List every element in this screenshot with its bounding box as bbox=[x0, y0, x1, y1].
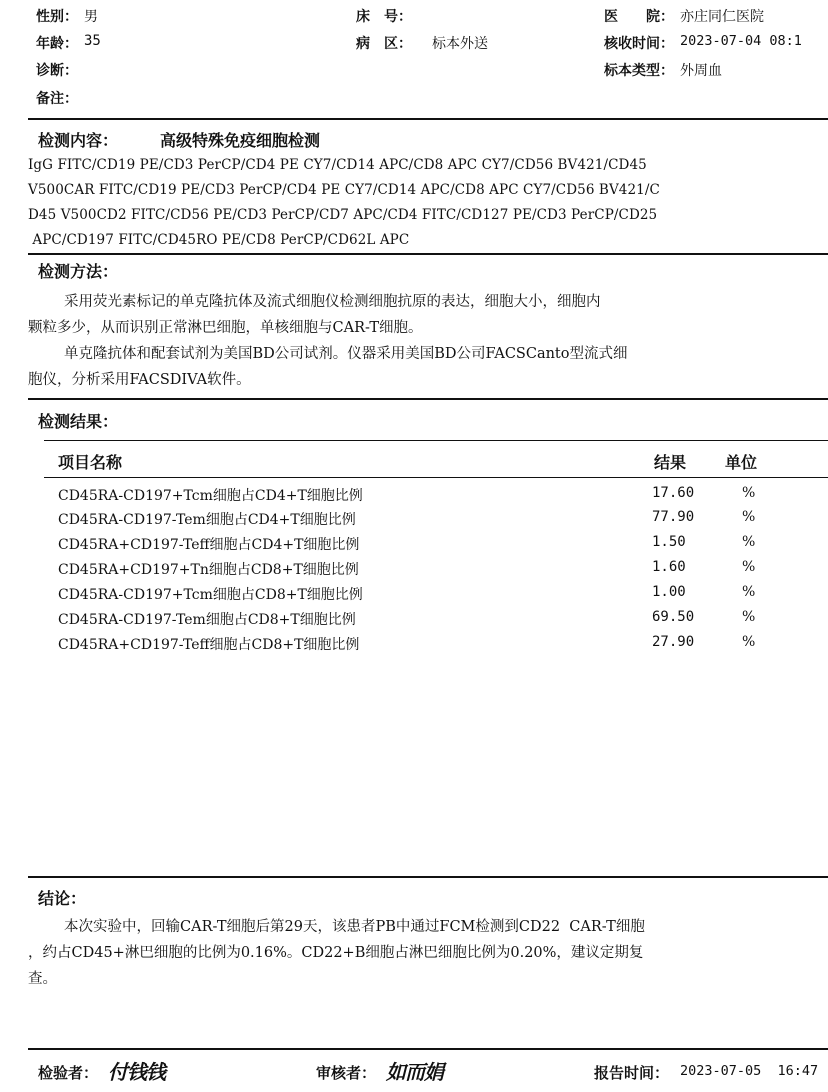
row-name: CD45RA-CD197-Tem细胞占CD8+T细胞比例 bbox=[58, 612, 356, 628]
age-value: 35 bbox=[84, 33, 101, 49]
conclusion-line-2: ，约占CD45+淋巴细胞的比例为0.16%。CD22+B细胞占淋巴细胞比例为0.20%，建议定期复 bbox=[28, 945, 644, 961]
divider-footer bbox=[28, 1048, 828, 1050]
received-time-value: 2023-07-04 08:1 bbox=[680, 33, 802, 49]
row-unit: % bbox=[742, 609, 756, 625]
row-name: CD45RA-CD197-Tem细胞占CD4+T细胞比例 bbox=[58, 512, 356, 528]
reviewer-label: 审核者： bbox=[316, 1064, 377, 1082]
content-line-3: D45 V500CD2 FITC/CD56 PE/CD3 PerCP/CD7 APC/CD4 FITC/CD127 PE/CD3 PerCP/CD25 bbox=[28, 207, 658, 223]
hospital-label: 医 院： bbox=[604, 9, 674, 25]
table-row bbox=[0, 609, 828, 631]
results-header-unit: 单位 bbox=[725, 453, 758, 472]
row-result: 1.50 bbox=[652, 534, 686, 550]
results-header-result: 结果 bbox=[654, 453, 687, 472]
received-time-label: 核收时间： bbox=[604, 36, 674, 52]
row-name: CD45RA-CD197+Tcm细胞占CD4+T细胞比例 bbox=[58, 488, 363, 504]
row-result: 27.90 bbox=[652, 634, 695, 650]
table-row bbox=[0, 634, 828, 656]
row-result: 1.00 bbox=[652, 584, 686, 600]
content-name: 高级特殊免疫细胞检测 bbox=[160, 131, 321, 150]
table-row bbox=[0, 559, 828, 581]
reviewer-signature: 如而娟 bbox=[386, 1060, 443, 1084]
row-unit: % bbox=[742, 534, 756, 550]
method-line-3: 单克隆抗体和配套试剂为美国BD公司试剂。仪器采用美国BD公司FACSCanto型流式细 bbox=[64, 346, 628, 362]
note-label: 备注： bbox=[36, 91, 78, 107]
row-result: 77.90 bbox=[652, 509, 695, 525]
conclusion-title: 结论： bbox=[38, 889, 87, 908]
content-title: 检测内容： bbox=[38, 131, 119, 150]
row-unit: % bbox=[742, 634, 756, 650]
row-result: 17.60 bbox=[652, 485, 695, 501]
content-line-2: V500CAR FITC/CD19 PE/CD3 PerCP/CD4 PE CY7/CD14 APC/CD8 APC CY7/CD56 BV421/C bbox=[28, 182, 660, 198]
row-name: CD45RA+CD197+Tn细胞占CD8+T细胞比例 bbox=[58, 562, 359, 578]
table-row bbox=[0, 584, 828, 606]
method-line-1: 采用荧光素标记的单克隆抗体及流式细胞仪检测细胞抗原的表达，细胞大小，细胞内 bbox=[64, 294, 601, 310]
diagnosis-label: 诊断： bbox=[36, 63, 78, 79]
row-result: 69.50 bbox=[652, 609, 695, 625]
conclusion-line-1: 本次实验中，回输CAR-T细胞后第29天，该患者PB中通过FCM检测到CD22 CAR-T细胞 bbox=[64, 919, 645, 935]
divider-results bbox=[28, 876, 828, 878]
table-row bbox=[0, 509, 828, 531]
row-name: CD45RA+CD197-Teff细胞占CD8+T细胞比例 bbox=[58, 637, 360, 653]
row-name: CD45RA+CD197-Teff细胞占CD4+T细胞比例 bbox=[58, 537, 360, 553]
table-row bbox=[0, 534, 828, 556]
sample-type-value: 外周血 bbox=[680, 63, 722, 79]
results-table-top-rule bbox=[44, 440, 828, 441]
report-time-value: 2023-07-05 16:47 bbox=[680, 1063, 819, 1079]
row-name: CD45RA-CD197+Tcm细胞占CD8+T细胞比例 bbox=[58, 587, 363, 603]
gender-label: 性别： bbox=[36, 9, 78, 25]
results-header-name: 项目名称 bbox=[58, 453, 123, 472]
method-title: 检测方法： bbox=[38, 262, 119, 281]
bed-label: 床 号： bbox=[356, 9, 412, 25]
tester-signature: 付钱钱 bbox=[108, 1060, 165, 1084]
row-unit: % bbox=[742, 559, 756, 575]
tester-label: 检验者： bbox=[38, 1064, 99, 1082]
results-header-rule bbox=[44, 477, 828, 478]
method-line-4: 胞仪，分析采用FACSDIVA软件。 bbox=[28, 372, 251, 388]
divider-method bbox=[28, 398, 828, 400]
report-time-label: 报告时间： bbox=[594, 1064, 670, 1082]
ward-value: 标本外送 bbox=[432, 36, 488, 52]
row-unit: % bbox=[742, 509, 756, 525]
hospital-value: 亦庄同仁医院 bbox=[680, 9, 764, 25]
table-row bbox=[0, 485, 828, 507]
ward-label: 病 区： bbox=[356, 36, 412, 52]
divider-content bbox=[28, 253, 828, 255]
content-line-4: APC/CD197 FITC/CD45RO PE/CD8 PerCP/CD62L APC bbox=[28, 232, 410, 248]
divider-header bbox=[28, 118, 828, 120]
sample-type-label: 标本类型： bbox=[604, 63, 674, 79]
conclusion-line-3: 查。 bbox=[28, 971, 57, 987]
results-title: 检测结果： bbox=[38, 412, 119, 431]
gender-value: 男 bbox=[84, 9, 98, 25]
row-unit: % bbox=[742, 584, 756, 600]
method-line-2: 颗粒多少，从而识别正常淋巴细胞，单核细胞与CAR-T细胞。 bbox=[28, 320, 423, 336]
row-result: 1.60 bbox=[652, 559, 686, 575]
age-label: 年龄： bbox=[36, 36, 78, 52]
row-unit: % bbox=[742, 485, 756, 501]
content-line-1: IgG FITC/CD19 PE/CD3 PerCP/CD4 PE CY7/CD14 APC/CD8 APC CY7/CD56 BV421/CD45 bbox=[28, 157, 647, 173]
